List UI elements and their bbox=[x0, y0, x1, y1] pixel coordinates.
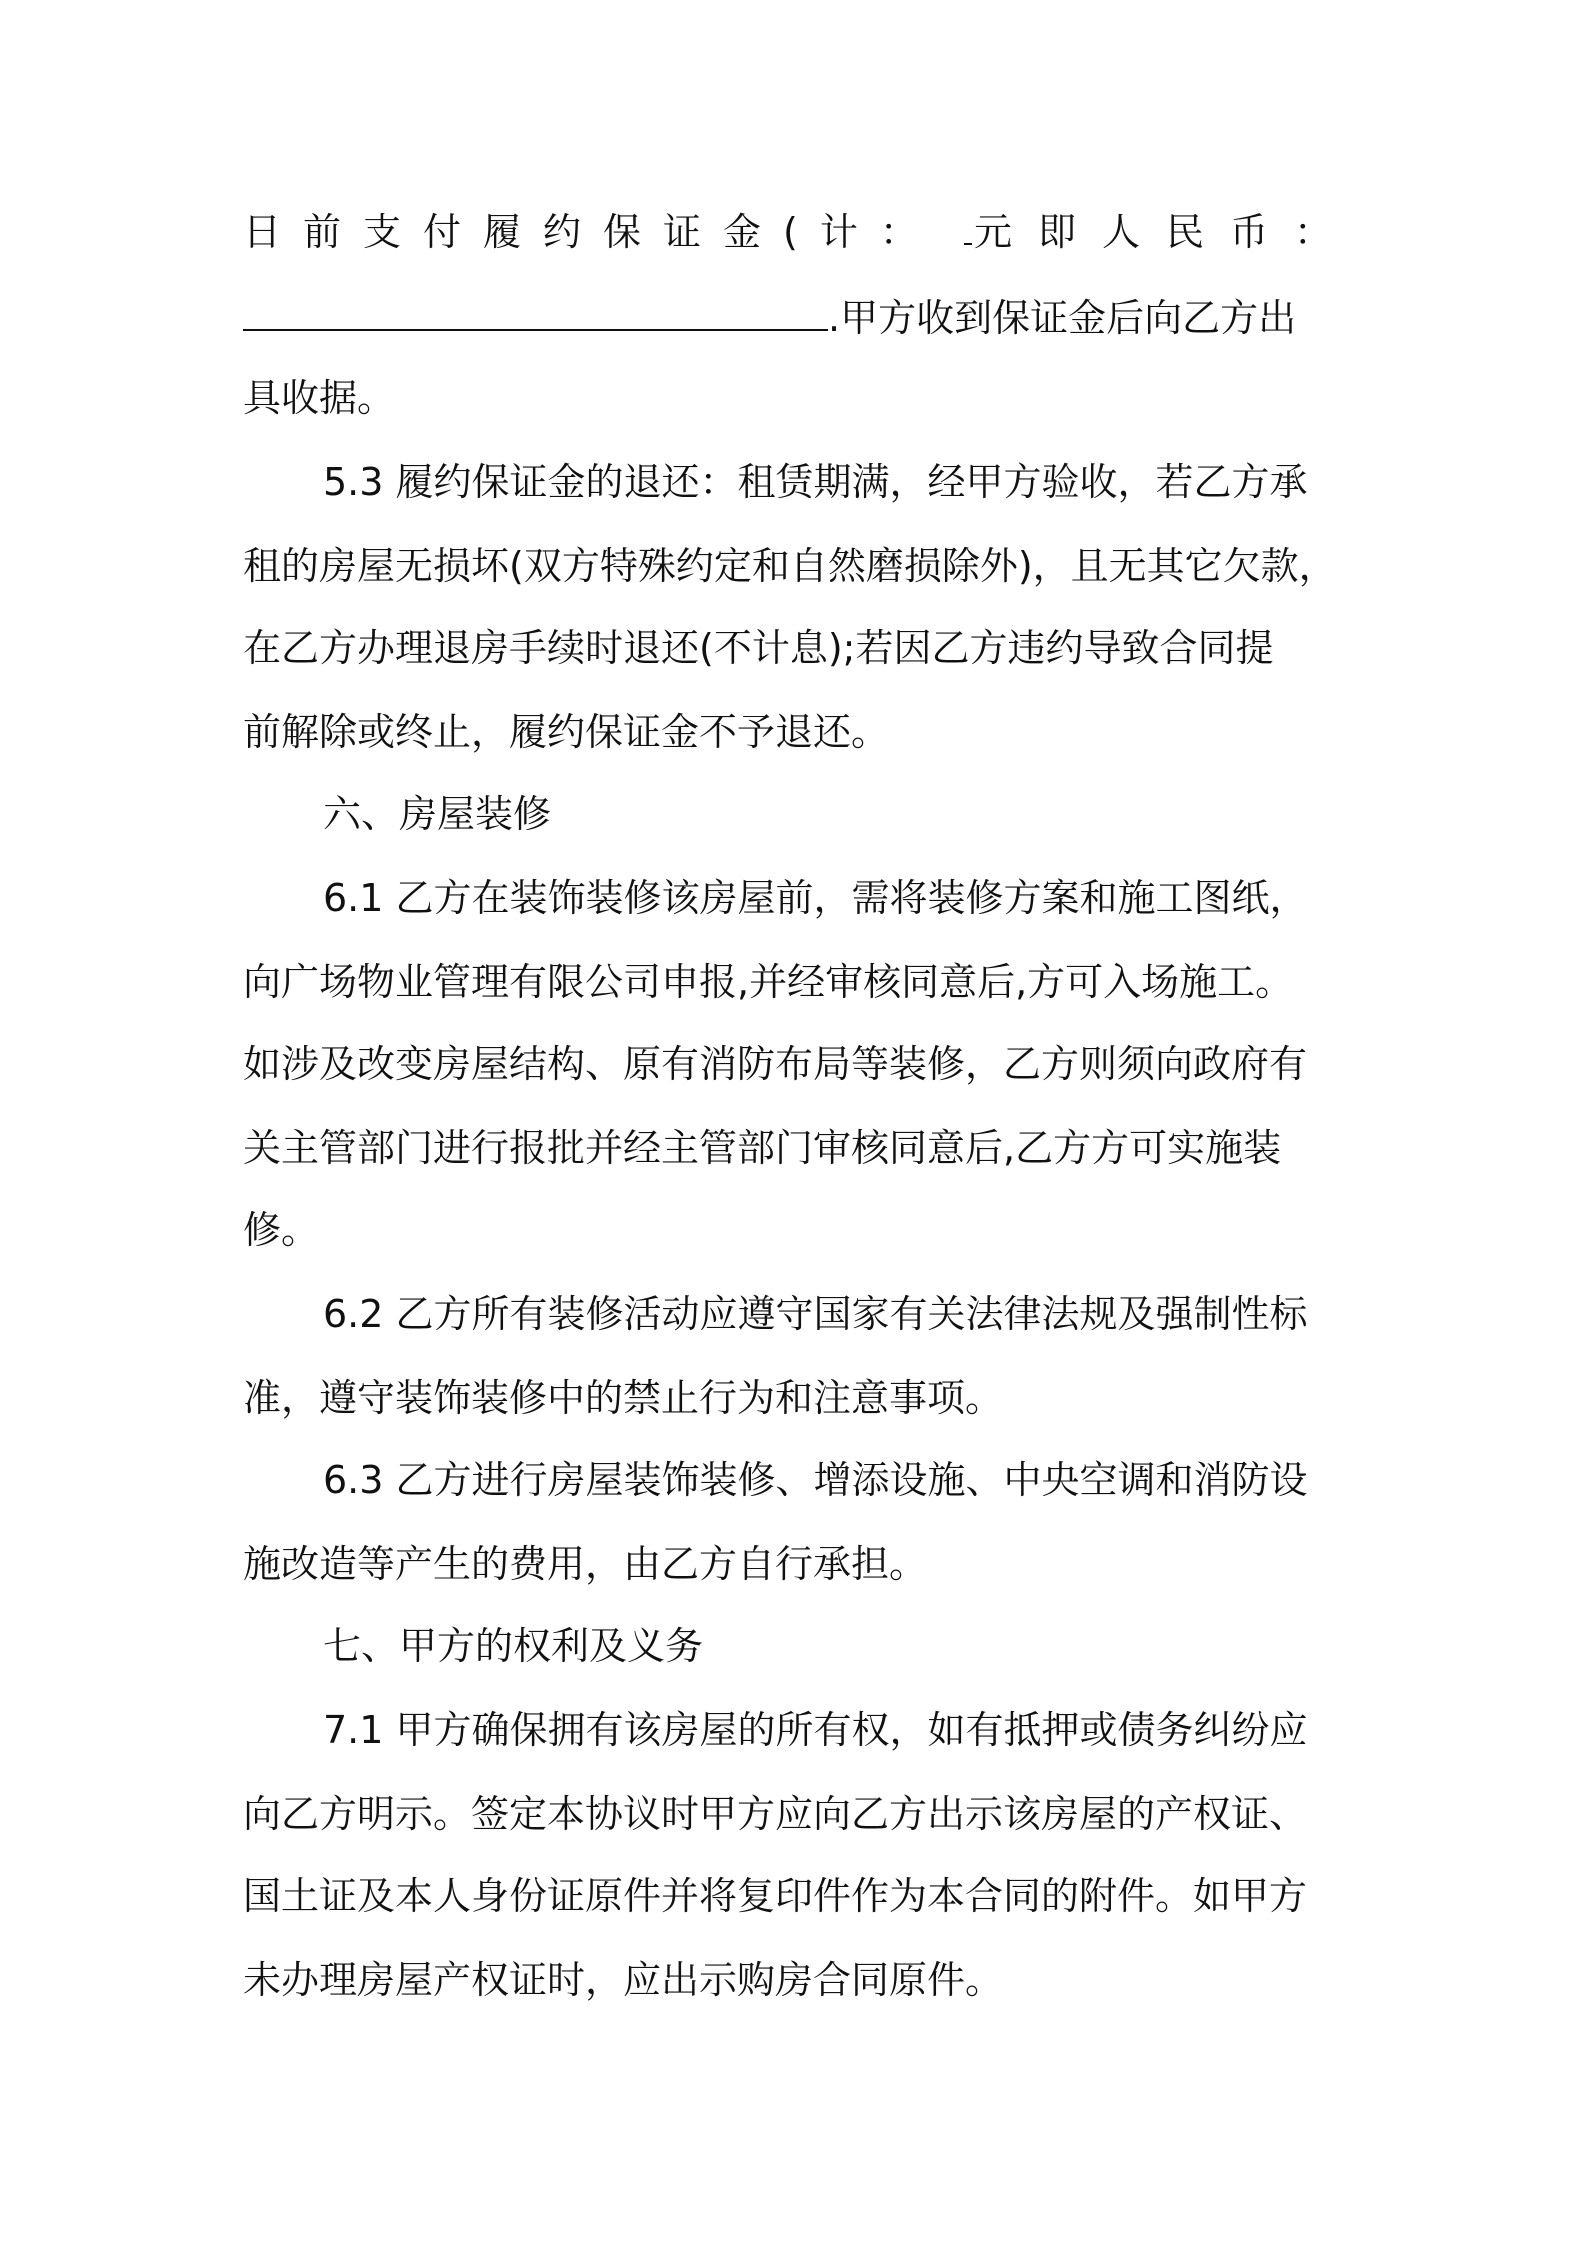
line-receipt bbox=[243, 292, 1358, 344]
section-heading-7: 七、甲方的权利及义务 bbox=[323, 1624, 704, 1668]
amount-blank bbox=[964, 207, 972, 245]
paragraph-line: 未办理房屋产权证时，应出示购房合同原件。 bbox=[243, 1958, 1004, 2002]
clause-7-1: 7.1 甲方确保拥有该房屋的所有权，如有抵押或债务纠纷应 bbox=[323, 1708, 1308, 1752]
paragraph-line: 关主管部门进行报批并经主管部门审核同意后,乙方方可实施装 bbox=[243, 1126, 1282, 1170]
paragraph-line: 施改造等产生的费用，由乙方自行承担。 bbox=[243, 1542, 928, 1586]
paragraph-line: 在乙方办理退房手续时退还(不计息);若因乙方违约导致合同提 bbox=[243, 626, 1274, 670]
paragraph-line: 向广场物业管理有限公司申报,并经审核同意后,方可入场施工。 bbox=[243, 960, 1294, 1004]
clause-5-3: 5.3 履约保证金的退还：租赁期满，经甲方验收，若乙方承 bbox=[323, 460, 1308, 504]
paragraph-line: 准，遵守装饰装修中的禁止行为和注意事项。 bbox=[243, 1376, 1004, 1420]
text-segment: .甲方收到保证金后向乙方出 bbox=[828, 296, 1297, 340]
line-deposit-payment bbox=[243, 206, 1358, 258]
paragraph-line: 国土证及本人身份证原件并将复印件作为本合同的附件。如甲方 bbox=[243, 1874, 1308, 1918]
clause-6-1: 6.1 乙方在装饰装修该房屋前，需将装修方案和施工图纸， bbox=[323, 876, 1308, 920]
paragraph-line: 向乙方明示。签定本协议时甲方应向乙方出示该房屋的产权证、 bbox=[243, 1792, 1308, 1836]
paragraph-line: 租的房屋无损坏(双方特殊约定和自然磨损除外)，且无其它欠款， bbox=[243, 544, 1337, 588]
paragraph-line: 前解除或终止，履约保证金不予退还。 bbox=[243, 710, 890, 754]
paragraph-line: 具收据。 bbox=[243, 376, 396, 420]
clause-6-2: 6.2 乙方所有装修活动应遵守国家有关法律法规及强制性标 bbox=[323, 1292, 1308, 1336]
text-segment: 元即人民币： bbox=[973, 210, 1358, 254]
rmb-amount-blank bbox=[243, 293, 828, 331]
paragraph-line: 修。 bbox=[243, 1208, 320, 1252]
section-heading-6: 六、房屋装修 bbox=[323, 792, 552, 836]
clause-6-3: 6.3 乙方进行房屋装饰装修、增添设施、中央空调和消防设 bbox=[323, 1458, 1308, 1502]
paragraph-line: 如涉及改变房屋结构、原有消防布局等装修，乙方则须向政府有 bbox=[243, 1042, 1308, 1086]
text-segment: 日前支付履约保证金(计： bbox=[243, 210, 940, 254]
